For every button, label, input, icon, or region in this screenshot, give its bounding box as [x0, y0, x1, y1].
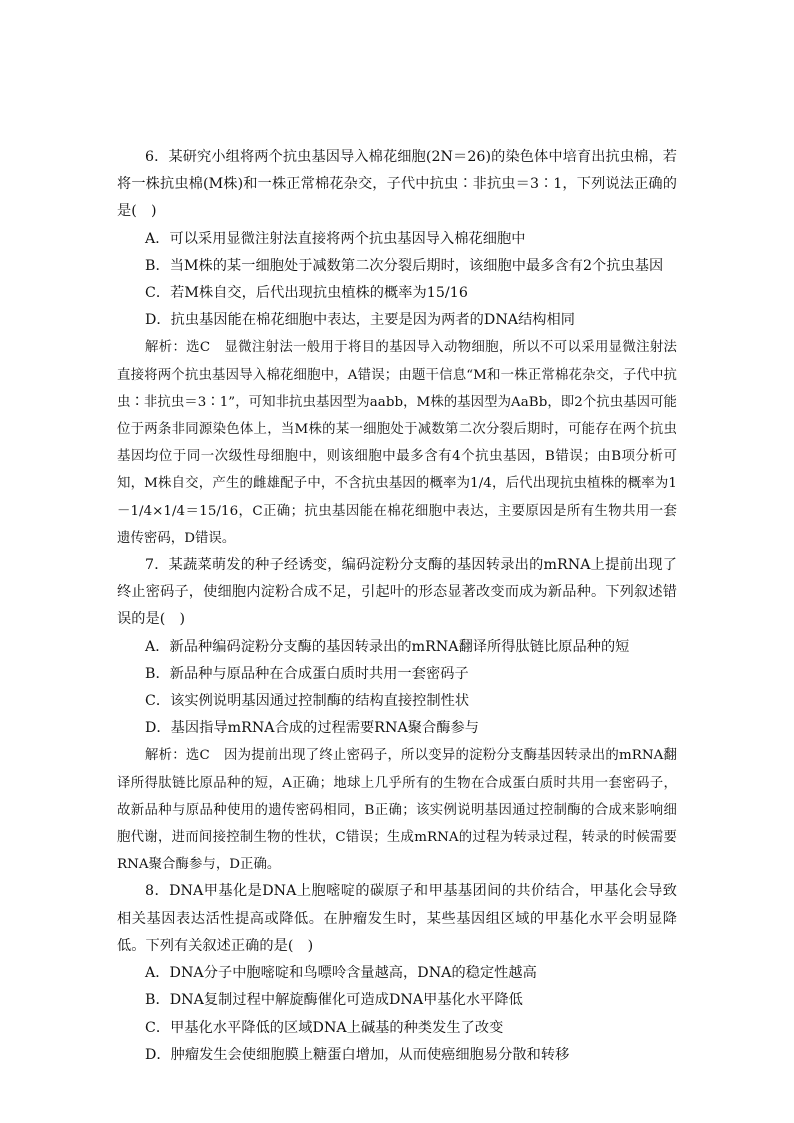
question-6-option-d: D．抗虫基因能在棉花细胞中表达，主要是因为两者的DNA结构相同	[145, 312, 576, 329]
question-8-option-c: C．甲基化水平降低的区域DNA上碱基的种类发生了改变	[145, 1019, 504, 1036]
question-7-analysis	[117, 742, 677, 878]
question-6-option-a: A．可以采用显微注射法直接将两个抗虫基因导入棉花细胞中	[145, 230, 526, 247]
question-7-option-d: D．基因指导mRNA合成的过程需要RNA聚合酶参与	[145, 720, 479, 737]
question-6-option-c: C．若M株自交，后代出现抗虫植株的概率为15/16	[145, 285, 468, 302]
question-8-option-d: D．肿瘤发生会使细胞膜上糖蛋白增加，从而使癌细胞易分散和转移	[145, 1046, 570, 1063]
analysis-label: 解析：选C	[145, 748, 210, 764]
question-7-option-a: A．新品种编码淀粉分支酶的基因转录出的mRNA翻译所得肽链比原品种的短	[145, 638, 630, 655]
analysis-label: 解析：选C	[145, 340, 211, 356]
question-6-option-b: B．当M株的某一细胞处于减数第二次分裂后期时，该细胞中最多含有2个抗虫基因	[145, 257, 664, 274]
question-8-stem: 8．DNA甲基化是DNA上胞嘧啶的碳原子和甲基基团间的共价结合，甲基化会导致相关基因表达活性提高或降低。在肿瘤发生时，某些基因组区域的甲基化水平会明显降低。下列有关叙述正确的是( )	[117, 883, 677, 954]
question-7-option-b: B．新品种与原品种在合成蛋白质时共用一套密码子	[145, 665, 469, 682]
question-8-option-b: B．DNA复制过程中解旋酶催化可造成DNA甲基化水平降低	[145, 992, 523, 1009]
question-content	[117, 144, 677, 1069]
question-6-stem: 6．某研究小组将两个抗虫基因导入棉花细胞(2N＝26)的染色体中培育出抗虫棉，若将一株抗虫棉(M株)和一株正常棉花杂交，子代中抗虫∶非抗虫＝3∶1，下列说法正确的是( )	[117, 149, 677, 220]
question-7-stem: 7．某蔬菜萌发的种子经诱变，编码淀粉分支酶的基因转录出的mRNA上提前出现了终止密码子，使细胞内淀粉合成不足，引起叶的形态显著改变而成为新品种。下列叙述错误的是( )	[117, 557, 677, 628]
question-8-option-a: A．DNA分子中胞嘧啶和鸟嘌呤含量越高，DNA的稳定性越高	[145, 965, 537, 982]
analysis-text: 因为提前出现了终止密码子，所以变异的淀粉分支酶基因转录出的mRNA翻译所得肽链比原品种的短，A正确；地球上几乎所有的生物在合成蛋白质时共用一套密码子，故新品种与原品种使用的遗传密码相同，B正确；该实例说明基因通过控制酶的合成来影响细胞代谢，进而间接控制生物的性状，C错误；生成mRNA的过程为转录过程，转录的时候需要RNA聚合酶参与，D正确。	[117, 748, 677, 873]
analysis-text: 显微注射法一般用于将目的基因导入动物细胞，所以不可以采用显微注射法直接将两个抗虫基因导入棉花细胞中，A错误；由题干信息“M和一株正常棉花杂交，子代中抗虫∶非抗虫＝3∶1”，可知非抗虫基因型为aabb，M株的基因型为AaBb，即2个抗虫基因可能位于两条非同源染色体上，当M株的某一细胞处于减数第二次分裂后期时，可能存在两个抗虫基因均位于同一次级性母细胞中，则该细胞中最多含有4个抗虫基因，B错误；由B项分析可知，M株自交，产生的雌雄配子中，不含抗虫基因的概率为1/4，后代出现抗虫植株的概率为1－1/4×1/4＝15/16，C正确；抗虫基因能在棉花细胞中表达，主要原因是所有生物共用一套遗传密码，D错误。	[117, 340, 677, 546]
question-7-option-c: C．该实例说明基因通过控制酶的结构直接控制性状	[145, 693, 470, 710]
question-6-analysis	[117, 334, 677, 552]
